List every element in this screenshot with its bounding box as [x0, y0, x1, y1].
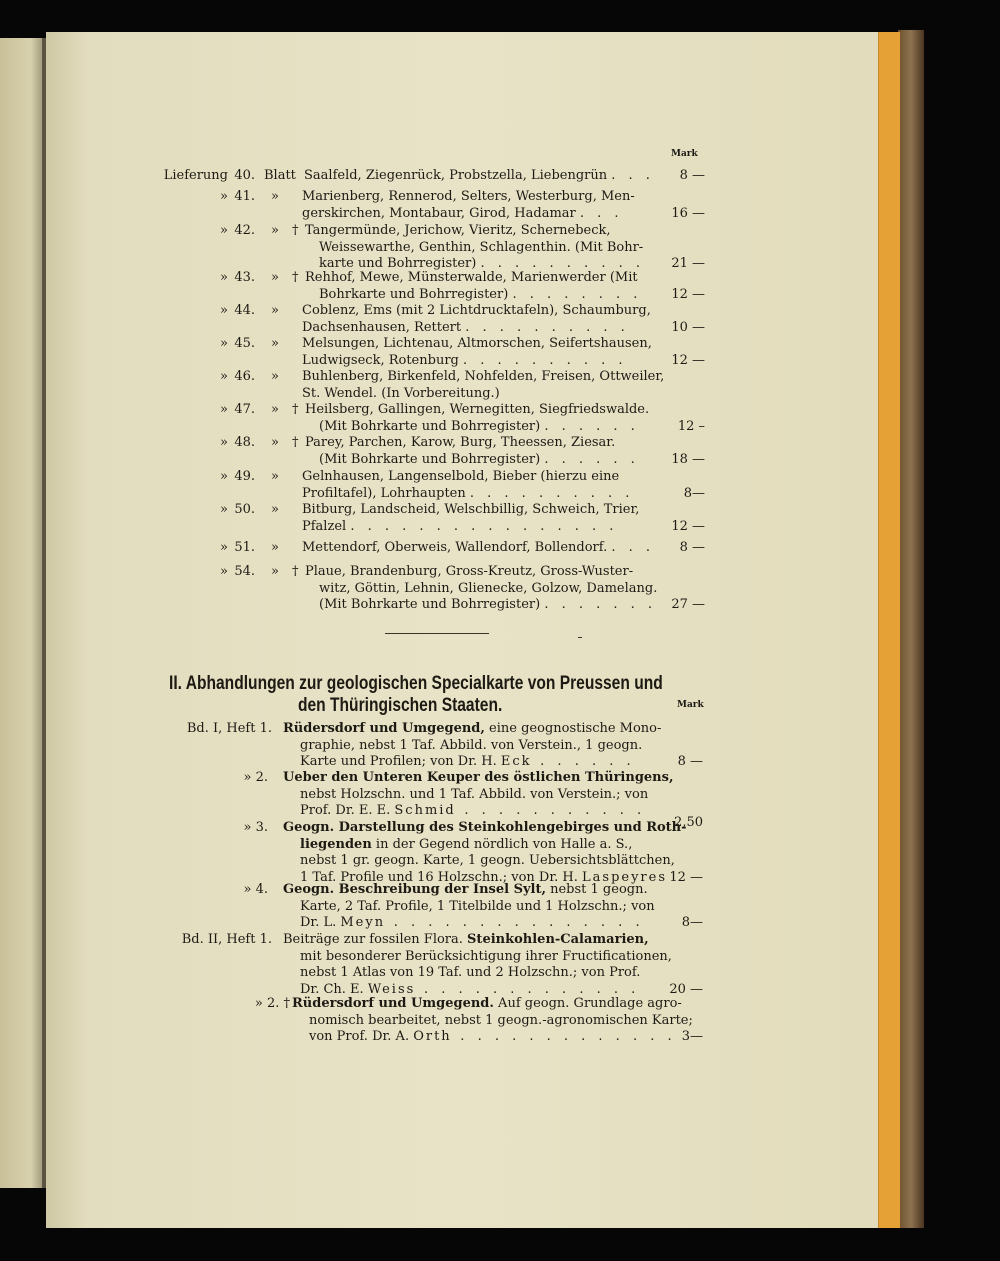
- description-line: [300, 754, 663, 771]
- entry-line-text: Buhlenberg, Birkenfeld, Nohfelden, Freisen, Ottweiler,: [302, 369, 665, 384]
- description-text: graphie, nebst 1 Taf. Abbild. von Verstein., 1 geogn.: [300, 737, 643, 753]
- leader-dots: . . .: [611, 168, 655, 183]
- book-cover-edge: [898, 30, 924, 1228]
- entry-subject: »: [271, 189, 279, 204]
- entry-number: 40.: [234, 168, 255, 183]
- entry-line-text: Saalfeld, Ziegenrück, Probstzella, Liebengrün: [304, 168, 608, 183]
- entry-line-text: Coblenz, Ems (mit 2 Lichtdrucktafeln), Schaumburg,: [302, 303, 651, 318]
- title-text: liegenden: [300, 836, 372, 852]
- entry-line-text: Bitburg, Landscheid, Welschbillig, Schweich, Trier,: [302, 502, 640, 517]
- entry-subject: Blatt: [264, 168, 296, 183]
- description-text: in der Gegend nördlich von Halle a. S.,: [371, 836, 633, 852]
- entry-places: [304, 168, 654, 185]
- volume-price: 8 —: [677, 754, 703, 769]
- entry-line: [302, 540, 655, 557]
- leader-dots: . . .: [579, 205, 624, 221]
- description-text: mit besonderer Berücksichtigung ihrer Fructificationen,: [300, 948, 672, 964]
- entry-line: [302, 469, 652, 486]
- volume-price: 20 —: [669, 981, 703, 997]
- entry-price: 8—: [683, 485, 705, 501]
- entry-line-text: (Mit Bohrkarte und Bohrregister): [319, 451, 541, 467]
- dagger-mark: †: [292, 402, 299, 417]
- volume-price: 2,50: [674, 815, 703, 830]
- section-divider: [385, 633, 489, 634]
- entry-subject: »: [271, 270, 279, 285]
- entry-number: 54.: [234, 564, 255, 579]
- leader-dots: . . . . . . . . . . . . .: [415, 981, 640, 997]
- entry-line: [302, 386, 652, 403]
- entry-subject: »: [271, 402, 279, 417]
- entry-label: Lieferung: [163, 168, 228, 183]
- entry-label: »: [220, 469, 228, 484]
- entry-line: [305, 223, 655, 240]
- title-text: Rüdersdorf und Umgegend.: [292, 996, 494, 1011]
- entry-line-text: (Mit Bohrkarte und Bohrregister): [319, 597, 541, 612]
- entry-label: »: [220, 270, 228, 285]
- description-text: nebst Holzschn. und 1 Taf. Abbild. von Verstein.; von: [300, 786, 649, 802]
- description-text: nebst 1 geogn.: [545, 882, 648, 897]
- entry-price: 10 —: [671, 319, 705, 335]
- entry-subject: »: [271, 469, 279, 484]
- volume-description: [283, 882, 663, 932]
- title-text: Geogn. Beschreibung der Insel Sylt,: [283, 882, 546, 897]
- entry-line-text: Parey, Parchen, Karow, Burg, Theessen, Ziesar.: [305, 435, 616, 450]
- entry-number: 43.: [234, 270, 255, 285]
- description-line: [300, 803, 663, 820]
- entry-subject: »: [271, 369, 279, 384]
- entry-label: »: [220, 540, 228, 555]
- entry-line-text: (Mit Bohrkarte und Bohrregister): [319, 418, 541, 434]
- entry-label: »: [220, 502, 228, 517]
- entry-label: »: [220, 564, 228, 579]
- title-text: Geogn. Darstellung des Steinkohlengebirges und Roth-: [283, 820, 687, 835]
- volume-price: 3—: [681, 1029, 703, 1044]
- description-text: Dr. Ch. E.: [300, 981, 368, 997]
- mark-column-header: Mark: [671, 149, 698, 159]
- entry-price: 12 —: [671, 518, 705, 534]
- leader-dots: . . . . . . . . . . . . . . .: [385, 915, 645, 930]
- entry-price: 27 —: [671, 597, 705, 612]
- entry-places: [305, 402, 655, 435]
- entry-number: 46.: [234, 369, 255, 384]
- entry-places: [302, 303, 652, 336]
- entry-places: [302, 336, 652, 369]
- description-text: 1 Taf. Profile und 16 Holzschn.; von Dr. H.: [300, 869, 583, 885]
- description-text: nebst 1 gr. geogn. Karte, 1 geogn. Uebersichtsblättchen,: [300, 853, 675, 868]
- description-text: Weiss: [367, 981, 416, 997]
- entry-places: [305, 564, 658, 614]
- section-title-line1: II. Abhandlungen zur geologischen Specialkarte von Preussen und: [169, 673, 663, 694]
- description-text: Beiträge zur fossilen Flora.: [283, 932, 468, 947]
- entry-line-text: gerskirchen, Montabaur, Girod, Hadamar: [302, 205, 576, 221]
- entry-subject: »: [271, 303, 279, 318]
- volume-description: [283, 932, 672, 998]
- entry-line-text: Bohrkarte und Bohrregister): [319, 286, 509, 302]
- entry-line: [319, 287, 655, 304]
- description-line: [283, 770, 674, 787]
- entry-label: »: [220, 189, 228, 204]
- entry-places: [302, 469, 652, 502]
- volume-label: Bd. II, Heft 1.: [181, 932, 272, 947]
- entry-line: [305, 402, 655, 419]
- leader-dots: . . . . . . . . . .: [465, 319, 630, 335]
- title-text: Ueber den Unteren Keuper des östlichen Thüringens,: [283, 770, 674, 785]
- description-text: Prof. Dr. E. E.: [300, 803, 395, 818]
- entry-places: [302, 189, 652, 222]
- dagger-mark: †: [292, 270, 299, 285]
- entry-line-text: Heilsberg, Gallingen, Wernegitten, Siegfriedswalde.: [305, 402, 650, 417]
- entry-line: [319, 240, 655, 257]
- description-line: [283, 820, 687, 837]
- entry-number: 45.: [234, 336, 255, 351]
- description-text: Dr. L.: [300, 915, 341, 930]
- entry-line-text: Profiltafel), Lohrhaupten: [302, 485, 466, 501]
- entry-line-text: Dachsenhausen, Rettert: [302, 319, 462, 335]
- entry-line: [302, 486, 652, 503]
- entry-label: »: [220, 369, 228, 384]
- entry-label: »: [220, 402, 228, 417]
- entry-subject: »: [271, 502, 279, 517]
- description-line: [292, 996, 682, 1013]
- description-line: [300, 915, 663, 932]
- entry-line-text: Pfalzel: [302, 518, 347, 534]
- description-text: Schmid: [394, 803, 456, 818]
- entry-line-text: Weissewarthe, Genthin, Schlagenthin. (Mit Bohr-: [319, 239, 644, 255]
- description-text: nebst 1 Atlas von 19 Taf. und 2 Holzschn.; von Prof.: [300, 965, 641, 980]
- description-line: [309, 1012, 693, 1030]
- dagger-mark: †: [292, 435, 299, 450]
- entry-line: [302, 502, 652, 519]
- entry-line: [304, 168, 654, 185]
- leader-dots: . . . . . . . . . . . . . . . .: [350, 518, 618, 534]
- divider-mark: [578, 637, 582, 638]
- entry-line: [319, 419, 655, 436]
- leader-dots: . . . . . . . . . . .: [455, 803, 646, 818]
- left-page-edge: [0, 38, 44, 1188]
- title-text: Rüdersdorf und Umgegend,: [283, 721, 485, 736]
- entry-price: 12 –: [677, 418, 705, 434]
- description-text: von Prof. Dr. A.: [309, 1029, 414, 1044]
- leader-dots: . . . . . . . . . .: [480, 256, 645, 271]
- entry-line-text: Mettendorf, Oberweis, Wallendorf, Bollendorf.: [302, 540, 608, 555]
- description-text: Meyn: [340, 915, 386, 930]
- entry-line-text: Melsungen, Lichtenau, Altmorschen, Seifertshausen,: [302, 336, 652, 351]
- description-line: [300, 965, 663, 982]
- entry-places: [305, 223, 655, 273]
- entry-line: [302, 519, 652, 536]
- entry-line-text: St. Wendel. (In Vorbereitung.): [302, 385, 500, 401]
- entry-line: [302, 303, 652, 320]
- section-mark-header: Mark: [677, 700, 704, 710]
- leader-dots: . . . . . . . . . . . . .: [451, 1029, 677, 1044]
- description-line: [300, 948, 672, 966]
- entry-price: 12 —: [671, 352, 705, 368]
- entry-number: 48.: [234, 435, 255, 450]
- entry-price: 8 —: [679, 168, 705, 183]
- title-text: Steinkohlen-Calamarien,: [467, 932, 649, 947]
- volume-price: 12 —: [669, 869, 703, 885]
- entry-number: 50.: [234, 502, 255, 517]
- entry-line: [302, 369, 665, 386]
- description-line: [300, 787, 663, 804]
- description-line: [300, 738, 663, 755]
- entry-line: [302, 189, 652, 206]
- orange-endpaper: [878, 32, 900, 1228]
- description-line: [300, 899, 663, 916]
- leader-dots: . . . . . . . . . .: [463, 352, 628, 368]
- entry-label: »: [220, 435, 228, 450]
- entry-line: [319, 597, 655, 614]
- entry-line: [302, 320, 652, 337]
- entry-price: 21 —: [671, 256, 705, 271]
- entry-subject: »: [271, 435, 279, 450]
- entry-price: 18 —: [671, 451, 705, 467]
- entry-line: [302, 206, 652, 223]
- dagger-mark: †: [292, 564, 299, 579]
- entry-number: 51.: [234, 540, 255, 555]
- entry-subject: »: [271, 540, 279, 555]
- entry-line: [305, 435, 655, 452]
- description-text: Laspeyres: [582, 869, 668, 885]
- entry-price: 8 —: [679, 540, 705, 555]
- entry-line: [305, 564, 655, 581]
- entry-line-text: karte und Bohrregister): [319, 256, 477, 271]
- description-text: nomisch bearbeitet, nebst 1 geogn.-agronomischen Karte;: [309, 1012, 693, 1028]
- description-line: [300, 853, 675, 870]
- leader-dots: . . . . . . . .: [512, 286, 642, 302]
- volume-label: » 2.: [243, 770, 268, 785]
- entry-places: [305, 270, 655, 303]
- entry-subject: »: [271, 223, 279, 238]
- entry-line-text: Gelnhausen, Langenselbold, Bieber (hierzu eine: [302, 469, 620, 484]
- leader-dots: . . . . . .: [531, 754, 636, 769]
- entry-number: 44.: [234, 303, 255, 318]
- volume-label: » 2. †: [254, 996, 290, 1011]
- entry-places: [302, 540, 655, 557]
- entry-subject: »: [271, 564, 279, 579]
- entry-line: [319, 580, 658, 598]
- volume-description: [292, 996, 693, 1046]
- description-text: eine geognostische Mono-: [484, 721, 662, 736]
- description-text: Auf geogn. Grundlage agro-: [493, 996, 682, 1011]
- entry-places: [302, 369, 665, 402]
- entry-places: [305, 435, 655, 468]
- dagger-mark: †: [292, 223, 299, 238]
- volume-price: 8—: [681, 915, 703, 930]
- entry-label: »: [220, 303, 228, 318]
- description-line: [300, 837, 663, 854]
- entry-line: [319, 452, 655, 469]
- volume-description: [283, 770, 674, 820]
- entry-line-text: Marienberg, Rennerod, Selters, Westerburg, Men-: [302, 189, 635, 204]
- volume-label: » 3.: [243, 820, 268, 835]
- description-line: [283, 721, 663, 738]
- volume-description: [283, 721, 663, 771]
- entry-line-text: Tangermünde, Jerichow, Vieritz, Schernebeck,: [305, 223, 611, 238]
- entry-line-text: Rehhof, Mewe, Münsterwalde, Marienwerder (Mit: [305, 270, 638, 285]
- entry-line-text: Plaue, Brandenburg, Gross-Kreutz, Gross-Wuster-: [305, 564, 634, 579]
- entry-line: [302, 336, 652, 353]
- leader-dots: . . . . . .: [544, 451, 640, 467]
- description-text: Karte, 2 Taf. Profile, 1 Titelbilde und 1 Holzschn.; von: [300, 898, 655, 914]
- description-text: Orth: [413, 1029, 452, 1044]
- description-line: [283, 932, 663, 949]
- leader-dots: . . .: [611, 540, 655, 555]
- leader-dots: . . . . . .: [544, 418, 640, 434]
- volume-label: Bd. I, Heft 1.: [186, 721, 272, 736]
- description-text: Eck: [500, 754, 532, 769]
- description-text: Karte und Profilen; von Dr. H.: [300, 754, 501, 769]
- entry-places: [302, 502, 652, 535]
- section-title-line2: den Thüringischen Staaten.: [298, 695, 503, 716]
- entry-line: [302, 353, 652, 370]
- volume-label: » 4.: [243, 882, 268, 897]
- entry-label: »: [220, 223, 228, 238]
- description-line: [283, 882, 663, 899]
- entry-label: »: [220, 336, 228, 351]
- entry-price: 12 —: [671, 286, 705, 302]
- entry-number: 49.: [234, 469, 255, 484]
- entry-line-text: witz, Göttin, Lehnin, Glienecke, Golzow, Damelang.: [319, 580, 658, 596]
- entry-line-text: Ludwigseck, Rotenburg: [302, 352, 459, 368]
- entry-number: 47.: [234, 402, 255, 417]
- entry-line: [305, 270, 655, 287]
- leader-dots: . . . . . . .: [544, 597, 657, 612]
- leader-dots: . . . . . . . . . .: [469, 485, 634, 501]
- description-line: [309, 1029, 677, 1046]
- entry-subject: »: [271, 336, 279, 351]
- entry-price: 16 —: [671, 205, 705, 221]
- entry-number: 42.: [234, 223, 255, 238]
- entry-number: 41.: [234, 189, 255, 204]
